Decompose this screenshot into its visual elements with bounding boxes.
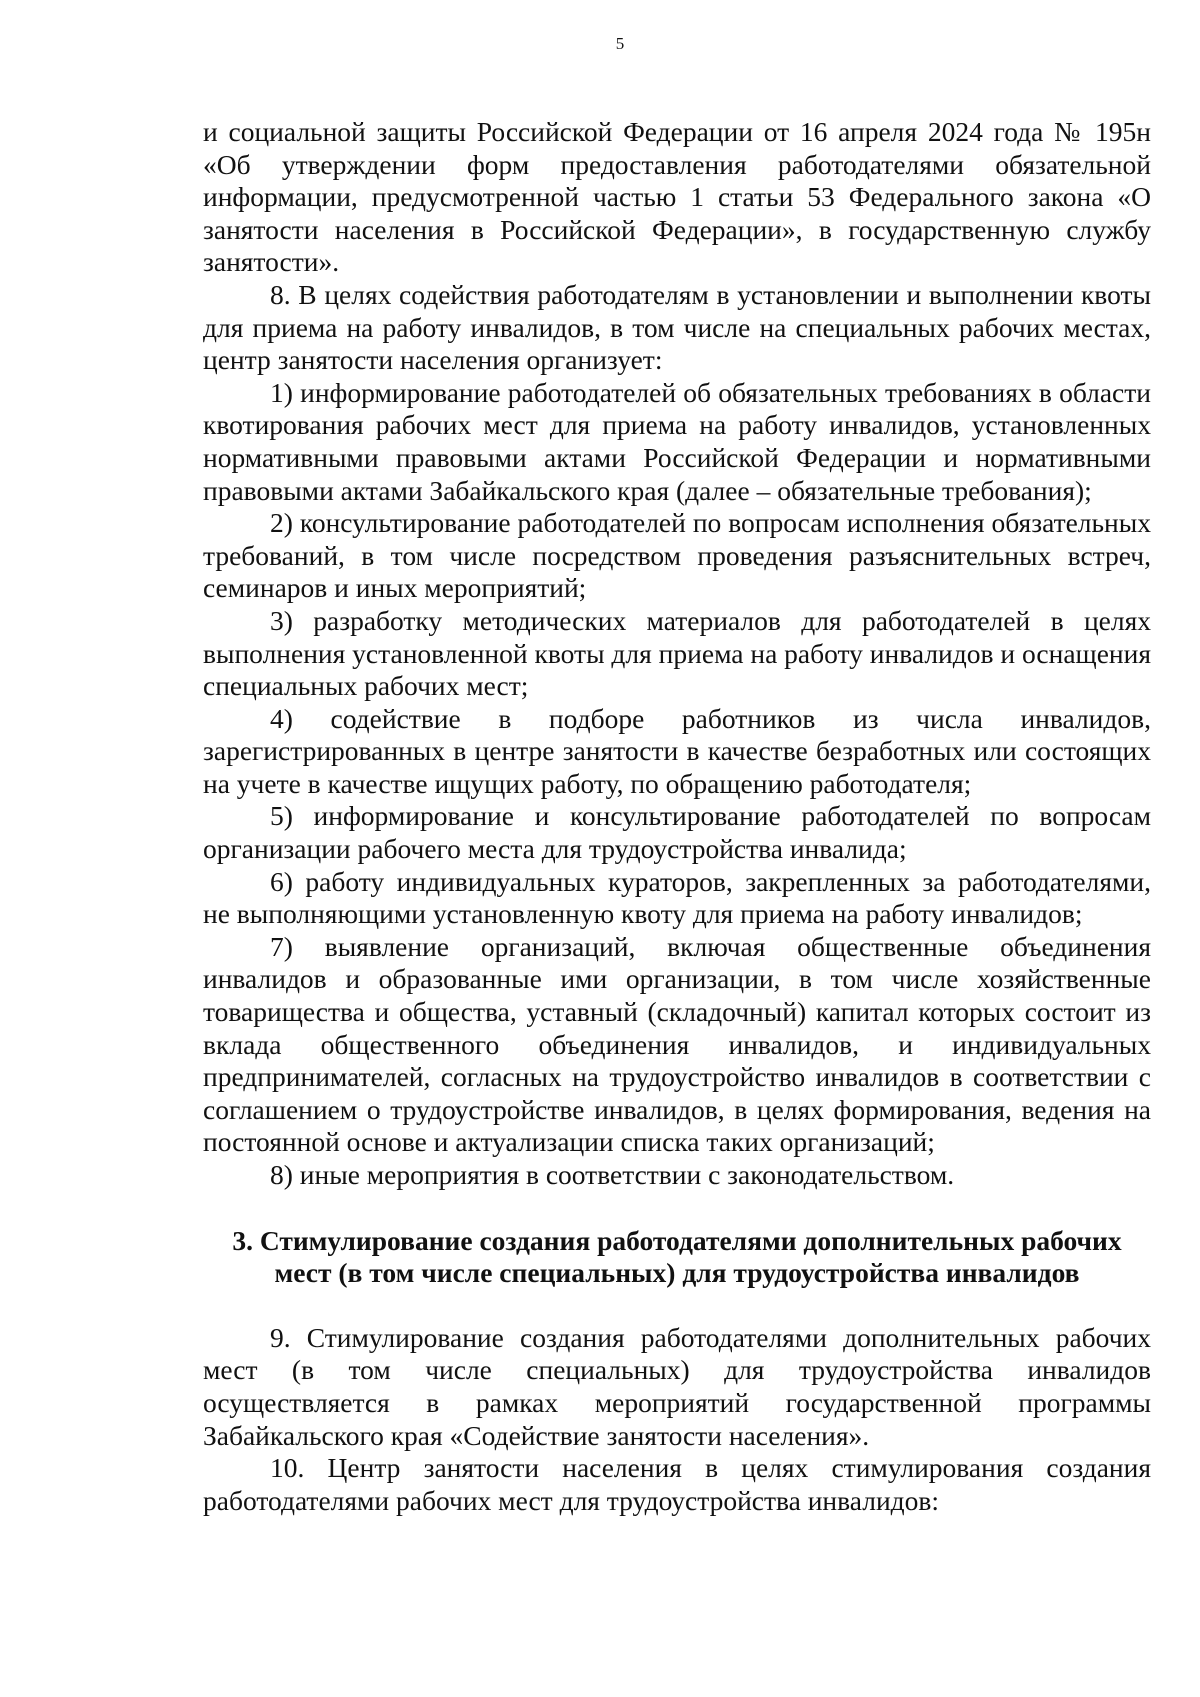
item-8-subitem-4: 4) содействие в подборе работников из числа инвалидов, зарегистрированных в центре занятости в качестве безработных или состоящих на учете в качестве ищущих работу, по обращению работодателя; [203, 702, 1151, 799]
item-9-paragraph: 9. Стимулирование создания работодателями дополнительных рабочих мест (в том числе специальных) для трудоустройства инвалидов осуществляется в рамках мероприятий государственной программы Забайкальского края «Содействие занятости населения». [203, 1321, 1151, 1451]
item-8-subitem-6: 6) работу индивидуальных кураторов, закрепленных за работодателями, не выполняющими установленную квоту для приема на работу инвалидов; [203, 865, 1151, 930]
item-8-subitem-2: 2) консультирование работодателей по вопросам исполнения обязательных требований, в том числе посредством проведения разъяснительных встреч, семинаров и иных мероприятий; [203, 507, 1151, 604]
page-number: 5 [615, 34, 625, 53]
item-8-subitem-1: 1) информирование работодателей об обязательных требованиях в области квотирования рабочих мест для приема на работу инвалидов, установленных нормативными правовыми актами Российской Федерации и нормативными правовыми актами Забайкальского края (далее – обязательные требования); [203, 376, 1151, 506]
item-8-subitem-3: 3) разработку методических материалов для работодателей в целях выполнения установленной квоты для приема на работу инвалидов и оснащения специальных рабочих мест; [203, 604, 1151, 702]
section-3-heading [203, 1225, 1151, 1290]
item-8-subitem-5: 5) информирование и консультирование работодателей по вопросам организации рабочего места для трудоустройства инвалида; [203, 800, 1151, 865]
item-8-subitem-7: 7) выявление организаций, включая общественные объединения инвалидов и образованные ими организации, в том числе хозяйственные товарищества и общества, уставный (складочный) капитал которых состоит из вклада общественного объединения инвалидов, и индивидуальных предпринимателей, согласных на трудоустройство инвалидов в соответствии с соглашением о трудоустройстве инвалидов, в целях формирования, ведения на постоянной основе и актуализации списка таких организаций; [203, 930, 1151, 1158]
item-10-paragraph: 10. Центр занятости населения в целях стимулирования создания работодателями рабочих мест для трудоустройства инвалидов: [203, 1452, 1151, 1516]
section-3-heading-line-1: 3. Стимулирование создания работодателями дополнительных рабочих [232, 1224, 1122, 1256]
section-3-heading-line-2: мест (в том числе специальных) для трудоустройства инвалидов [274, 1257, 1080, 1289]
document-body [203, 116, 1151, 1517]
item-8-subitem-8: 8) иные мероприятия в соответствии с законодательством. [270, 1159, 955, 1190]
item-8-paragraph: 8. В целях содействия работодателям в установлении и выполнении квоты для приема на работу инвалидов, в том числе на специальных рабочих местах, центр занятости населения организует: [203, 278, 1151, 376]
intro-continuation-paragraph: и социальной защиты Российской Федерации от 16 апреля 2024 года № 195н «Об утверждении форм предоставления работодателями обязательной информации, предусмотренной частью 1 статьи 53 Федерального закона «О занятости населения в Российской Федерации», в государственную службу занятости». [203, 116, 1151, 278]
